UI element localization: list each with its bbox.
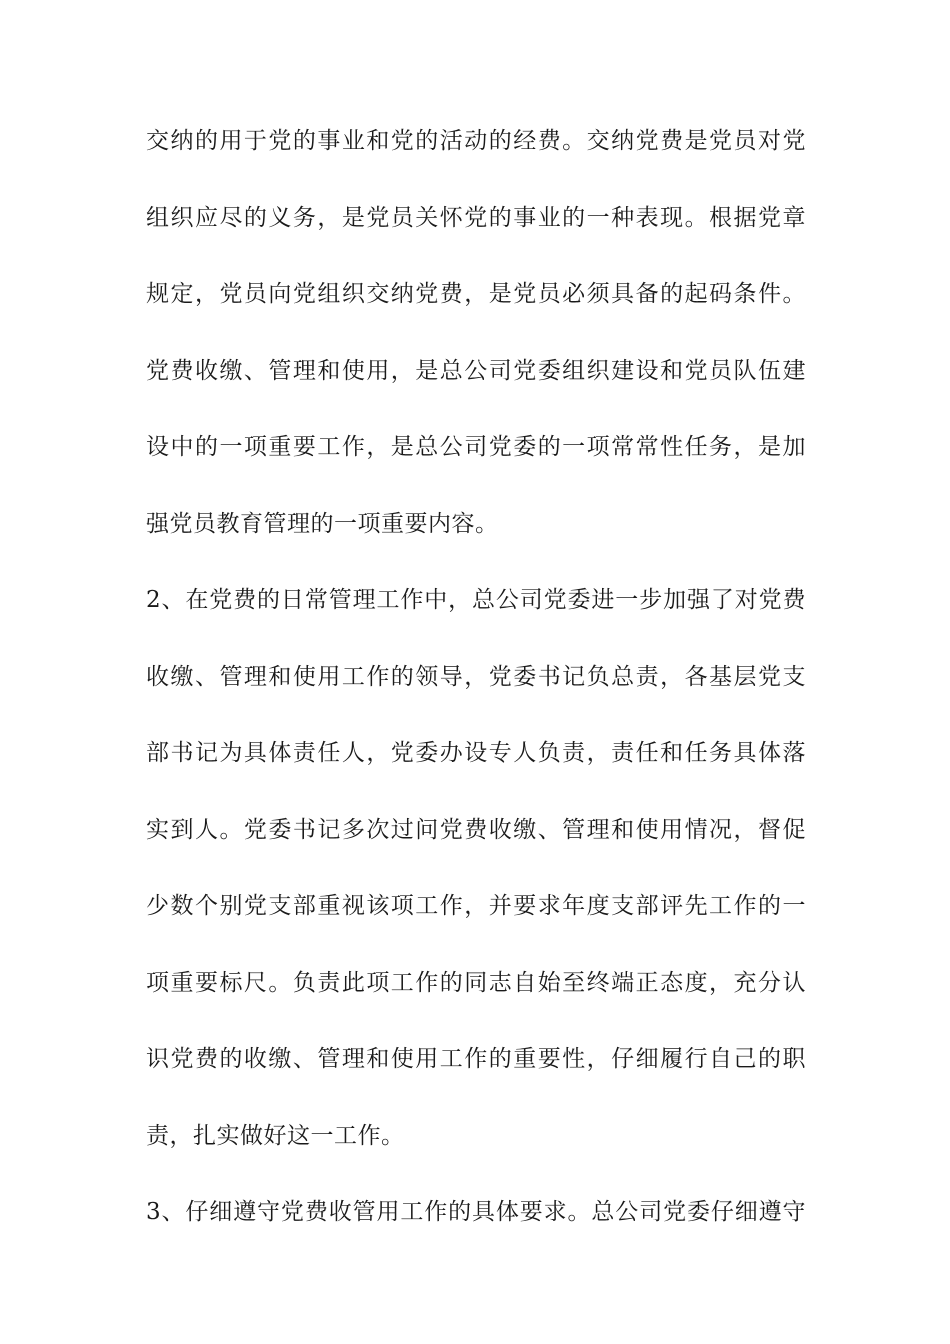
text-line: 规定，党员向党组织交纳党费，是党员必须具备的起码条件。 <box>146 281 806 307</box>
text-line: 设中的一项重要工作，是总公司党委的一项常常性任务，是加 <box>146 434 806 460</box>
text-line: 项重要标尺。负责此项工作的同志自始至终端正态度，充分认 <box>146 969 806 996</box>
document-body <box>146 125 806 1229</box>
text-line: 实到人。党委书记多次过问党费收缴、管理和使用情况，督促 <box>146 816 806 843</box>
text-line: 责，扎实做好这一工作。 <box>146 1122 405 1149</box>
text-line: 部书记为具体责任人，党委办设专人负责，责任和任务具体落 <box>146 740 806 766</box>
text-line: 党费收缴、管理和使用，是总公司党委组织建设和党员队伍建 <box>146 357 806 384</box>
text-line: 组织应尽的义务，是党员关怀党的事业的一种表现。根据党章 <box>146 204 806 231</box>
text-line: 2、在党费的日常管理工作中，总公司党委进一步加强了对党费 <box>146 587 806 613</box>
text-line: 3、仔细遵守党费收管用工作的具体要求。总公司党委仔细遵守 <box>146 1199 806 1225</box>
text-line: 少数个别党支部重视该项工作，并要求年度支部评先工作的一 <box>146 893 806 919</box>
text-line: 识党费的收缴、管理和使用工作的重要性，仔细履行自己的职 <box>146 1046 806 1072</box>
text-line: 收缴、管理和使用工作的领导，党委书记负总责，各基层党支 <box>146 663 806 690</box>
text-line: 交纳的用于党的事业和党的活动的经费。交纳党费是党员对党 <box>146 128 806 154</box>
text-line: 强党员教育管理的一项重要内容。 <box>146 510 499 537</box>
